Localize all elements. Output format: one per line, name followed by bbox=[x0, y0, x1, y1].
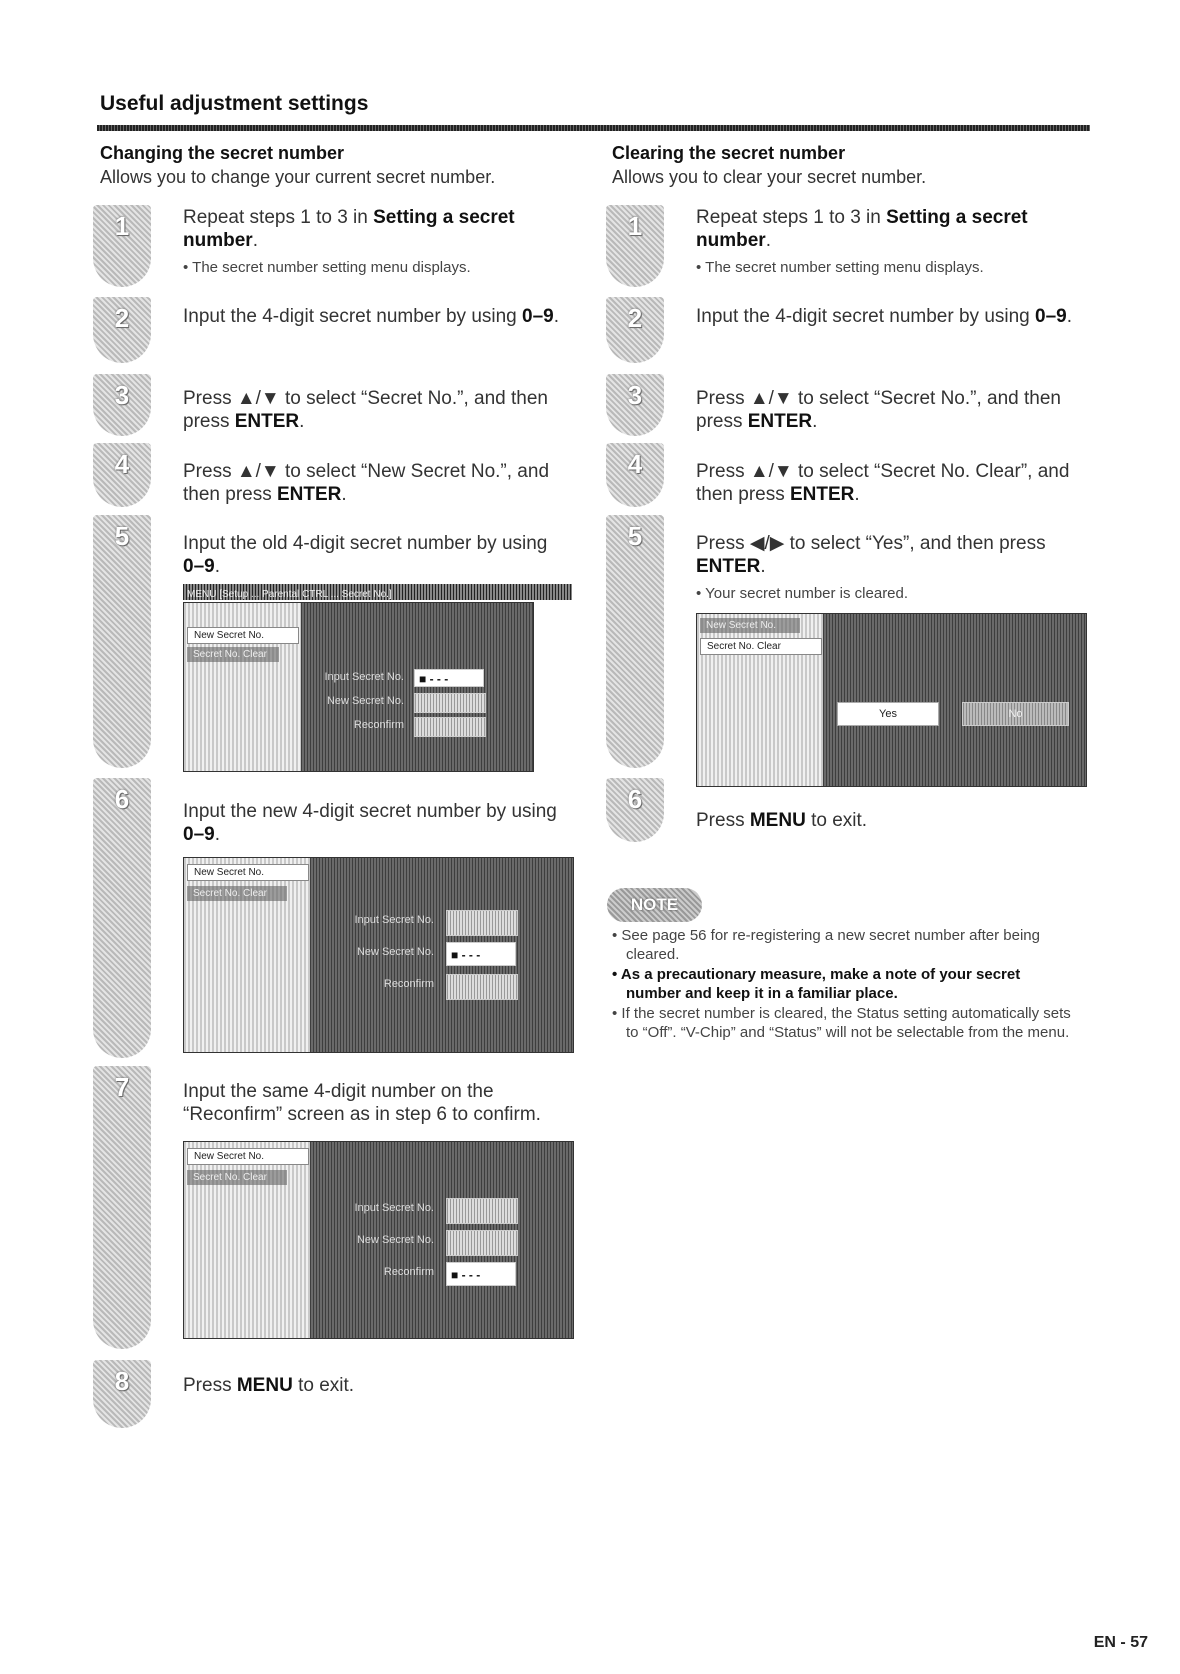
right-step-1-sub: • The secret number setting menu displays. bbox=[696, 256, 1076, 279]
left-column-title: Changing the secret number bbox=[100, 143, 345, 163]
right-column-intro: Allows you to clear your secret number. bbox=[612, 167, 927, 187]
left-step-4-text: Press ▲/▼ to select “New Secret No.”, and then press ENTER. bbox=[183, 461, 550, 505]
right-step-2-text: Input the 4-digit secret number by using 0–9. bbox=[696, 306, 1073, 327]
menu-item-new-secret-no[interactable]: New Secret No. bbox=[187, 1148, 309, 1165]
menu-detail-panel bbox=[823, 614, 1086, 786]
yes-button[interactable]: Yes bbox=[837, 702, 939, 726]
right-column-title: Clearing the secret number bbox=[612, 143, 846, 163]
input-secret-no-label: Input Secret No. bbox=[354, 1202, 434, 1214]
menu-item-secret-no-clear[interactable]: Secret No. Clear bbox=[187, 1170, 287, 1185]
reconfirm-field[interactable]: ■ - - - bbox=[446, 1262, 516, 1286]
left-step-8-text: Press MENU to exit. bbox=[183, 1375, 355, 1396]
reconfirm-label: Reconfirm bbox=[383, 978, 434, 990]
right-step-1-badge: 1 bbox=[606, 205, 664, 287]
left-step-6-text: Input the new 4-digit secret number by using 0–9. bbox=[183, 801, 557, 845]
secret-number-screen-step5 bbox=[183, 602, 534, 772]
right-step-2-badge: 2 bbox=[606, 297, 664, 363]
menu-item-secret-no-clear[interactable]: Secret No. Clear bbox=[187, 647, 279, 662]
step-6-badge: 6 bbox=[93, 778, 151, 1058]
step-2-badge: 2 bbox=[93, 297, 151, 363]
title-rule bbox=[97, 125, 1090, 131]
input-secret-no-field[interactable] bbox=[446, 1198, 518, 1224]
input-secret-no-field[interactable] bbox=[446, 910, 518, 936]
right-step-1-text: Repeat steps 1 to 3 in Setting a secret number. • The secret number setting menu displays. bbox=[696, 206, 1076, 279]
right-step-6-badge: 6 bbox=[606, 778, 664, 842]
step-4-badge: 4 bbox=[93, 443, 151, 507]
right-step-5-text: Press ◀/▶ to select “Yes”, and then press ENTER. • Your secret number is cleared. bbox=[696, 532, 1086, 605]
reconfirm-field[interactable] bbox=[446, 974, 518, 1000]
note-item: • See page 56 for re-registering a new secret number after being cleared. bbox=[612, 926, 1072, 964]
reconfirm-label: Reconfirm bbox=[383, 1266, 434, 1278]
right-step-4-text: Press ▲/▼ to select “Secret No. Clear”, and then press ENTER. bbox=[696, 461, 1070, 505]
step-7-badge: 7 bbox=[93, 1066, 151, 1349]
new-secret-no-label: New Secret No. bbox=[356, 1234, 434, 1246]
left-column-intro: Allows you to change your current secret number. bbox=[100, 167, 496, 187]
menu-item-secret-no-clear[interactable]: Secret No. Clear bbox=[187, 886, 287, 901]
step-3-badge: 3 bbox=[93, 374, 151, 436]
new-secret-no-field[interactable] bbox=[414, 693, 486, 713]
secret-number-screen-step6 bbox=[183, 857, 574, 1053]
menu-item-secret-no-clear[interactable]: Secret No. Clear bbox=[700, 638, 822, 655]
step-8-badge: 8 bbox=[93, 1360, 151, 1428]
left-step-2-text: Input the 4-digit secret number by using 0–9. bbox=[183, 306, 560, 327]
no-button[interactable]: No bbox=[962, 702, 1069, 726]
note-item: • As a precautionary measure, make a note of your secret number and keep it in a familiar place. bbox=[612, 965, 1072, 1003]
new-secret-no-label: New Secret No. bbox=[356, 946, 434, 958]
left-step-7-text: Input the same 4-digit number on the “Reconfirm” screen as in step 6 to confirm. bbox=[183, 1081, 541, 1125]
secret-clear-screen bbox=[696, 613, 1087, 787]
reconfirm-field[interactable] bbox=[414, 717, 486, 737]
input-secret-no-label: Input Secret No. bbox=[354, 914, 434, 926]
menu-path-bar: MENU [Setup ... Parental CTRL ... Secret No.] bbox=[183, 584, 572, 600]
right-step-6-text: Press MENU to exit. bbox=[696, 810, 868, 831]
new-secret-no-label: New Secret No. bbox=[326, 695, 404, 707]
note-item: • If the secret number is cleared, the Status setting automatically sets to “Off”. “V-Chip” and “Status” will not be selectable from the menu. bbox=[612, 1004, 1072, 1042]
page-number: EN - 57 bbox=[1093, 1634, 1148, 1651]
menu-item-new-secret-no[interactable]: New Secret No. bbox=[187, 864, 309, 881]
right-step-3-badge: 3 bbox=[606, 374, 664, 436]
new-secret-no-field[interactable]: ■ - - - bbox=[446, 942, 516, 966]
input-secret-no-label: Input Secret No. bbox=[324, 671, 404, 683]
right-step-3-text: Press ▲/▼ to select “Secret No.”, and then press ENTER. bbox=[696, 388, 1061, 432]
note-badge: NOTE bbox=[607, 888, 702, 922]
right-step-5-badge: 5 bbox=[606, 515, 664, 768]
right-step-5-sub: • Your secret number is cleared. bbox=[696, 582, 1086, 605]
left-step-5-text: Input the old 4-digit secret number by using 0–9. bbox=[183, 533, 548, 577]
step-5-badge: 5 bbox=[93, 515, 151, 768]
left-step-1-text: Repeat steps 1 to 3 in Setting a secret number. • The secret number setting menu displays. bbox=[183, 206, 563, 279]
left-step-3-text: Press ▲/▼ to select “Secret No.”, and then press ENTER. bbox=[183, 388, 548, 432]
note-list bbox=[612, 926, 1072, 1043]
step-1-badge: 1 bbox=[93, 205, 151, 287]
input-secret-no-field[interactable]: ■ - - - bbox=[414, 669, 484, 687]
new-secret-no-field[interactable] bbox=[446, 1230, 518, 1256]
secret-number-screen-step7 bbox=[183, 1141, 574, 1339]
menu-detail-panel bbox=[301, 603, 533, 771]
page-title: Useful adjustment settings bbox=[100, 92, 369, 115]
left-step-1-sub: • The secret number setting menu displays. bbox=[183, 256, 563, 279]
menu-item-new-secret-no[interactable]: New Secret No. bbox=[187, 627, 299, 644]
right-step-4-badge: 4 bbox=[606, 443, 664, 507]
menu-item-new-secret-no[interactable]: New Secret No. bbox=[700, 618, 800, 633]
reconfirm-label: Reconfirm bbox=[353, 719, 404, 731]
